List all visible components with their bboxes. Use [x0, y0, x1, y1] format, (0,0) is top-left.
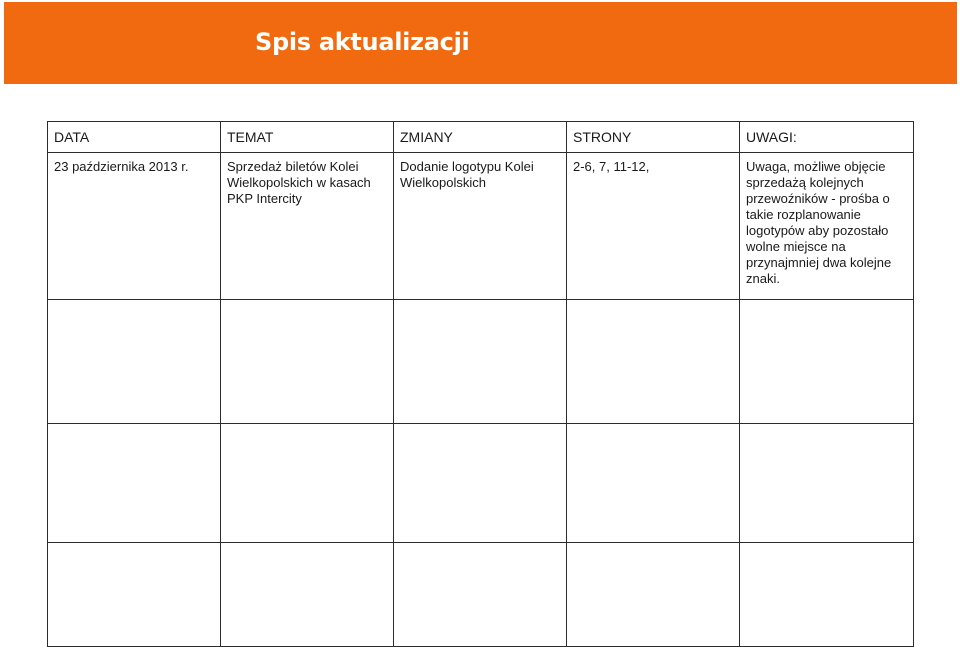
cell-zmiany: Dodanie logotypu Kolei Wielkopolskich: [394, 153, 567, 300]
empty-cell: [740, 300, 914, 424]
empty-cell: [567, 300, 740, 424]
empty-cell: [567, 424, 740, 543]
empty-cell: [394, 543, 567, 647]
empty-table-row: [48, 300, 914, 424]
empty-cell: [221, 543, 394, 647]
cell-data: 23 października 2013 r.: [48, 153, 221, 300]
empty-cell: [394, 300, 567, 424]
page-title: Spis aktualizacji: [255, 28, 470, 56]
column-header-uwagi: UWAGI:: [740, 122, 914, 153]
empty-cell: [740, 543, 914, 647]
table-header-row: [48, 122, 914, 153]
empty-table-row: [48, 424, 914, 543]
empty-cell: [740, 424, 914, 543]
empty-cell: [48, 424, 221, 543]
cell-strony: 2-6, 7, 11-12,: [567, 153, 740, 300]
column-header-temat: TEMAT: [221, 122, 394, 153]
empty-cell: [221, 300, 394, 424]
empty-table-row: [48, 543, 914, 647]
column-header-zmiany: ZMIANY: [394, 122, 567, 153]
cell-uwagi: Uwaga, możliwe objęcie sprzedażą kolejnych przewoźników - prośba o takie rozplanowanie logotypów aby pozostało wolne miejsce na przynajmniej dwa kolejne znaki.: [740, 153, 914, 300]
empty-cell: [48, 300, 221, 424]
cell-temat: Sprzedaż biletów Kolei Wielkopolskich w kasach PKP Intercity: [221, 153, 394, 300]
empty-cell: [48, 543, 221, 647]
empty-cell: [567, 543, 740, 647]
table-row: [48, 153, 914, 300]
updates-table: [47, 121, 914, 647]
empty-cell: [221, 424, 394, 543]
empty-cell: [394, 424, 567, 543]
column-header-data: DATA: [48, 122, 221, 153]
column-header-strony: STRONY: [567, 122, 740, 153]
header-banner: [4, 2, 957, 84]
